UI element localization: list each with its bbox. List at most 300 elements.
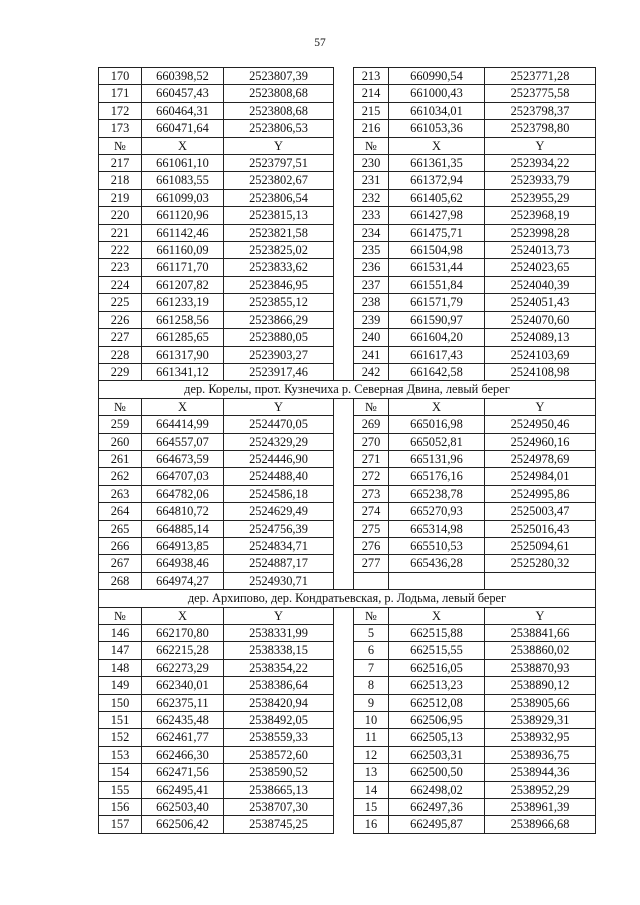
x-coordinate: 662516,05 — [389, 659, 485, 676]
x-coordinate: 661590,97 — [389, 311, 485, 328]
point-number: 267 — [99, 555, 142, 572]
column-gap — [334, 677, 354, 694]
x-coordinate: 662215,28 — [142, 642, 224, 659]
table-row — [99, 642, 596, 659]
y-coordinate: 2524070,60 — [485, 311, 596, 328]
x-coordinate: 661317,90 — [142, 346, 224, 363]
column-gap — [334, 625, 354, 642]
point-number: 220 — [99, 207, 142, 224]
x-coordinate: 662505,13 — [389, 729, 485, 746]
y-coordinate: 2524586,18 — [224, 485, 334, 502]
table-row — [99, 625, 596, 642]
y-coordinate: 2523934,22 — [485, 155, 596, 172]
y-coordinate: 2524984,01 — [485, 468, 596, 485]
point-number: 12 — [354, 746, 389, 763]
x-coordinate: 661531,44 — [389, 259, 485, 276]
column-gap — [334, 120, 354, 137]
table-row — [99, 433, 596, 450]
point-number: 172 — [99, 102, 142, 119]
x-coordinate: 661120,96 — [142, 207, 224, 224]
y-coordinate: 2538966,68 — [485, 816, 596, 833]
x-coordinate: 661475,71 — [389, 224, 485, 241]
column-gap — [334, 694, 354, 711]
point-number: 149 — [99, 677, 142, 694]
x-coordinate: 664974,27 — [142, 572, 224, 589]
point-number: 233 — [354, 207, 389, 224]
y-coordinate: 2538745,25 — [224, 816, 334, 833]
x-coordinate: 665436,28 — [389, 555, 485, 572]
column-header-no: № — [354, 398, 389, 415]
x-coordinate: 661207,82 — [142, 276, 224, 293]
column-header-row — [99, 137, 596, 154]
column-header-y: Y — [224, 607, 334, 624]
point-number: 223 — [99, 259, 142, 276]
column-header-y: Y — [224, 137, 334, 154]
y-coordinate: 2524488,40 — [224, 468, 334, 485]
y-coordinate: 2523933,79 — [485, 172, 596, 189]
point-number: 170 — [99, 68, 142, 85]
y-coordinate: 2538354,22 — [224, 659, 334, 676]
y-coordinate: 2523917,46 — [224, 363, 334, 380]
x-coordinate: 662503,40 — [142, 799, 224, 816]
table-row — [99, 68, 596, 85]
point-number: 151 — [99, 712, 142, 729]
y-coordinate: 2523833,62 — [224, 259, 334, 276]
point-number: 239 — [354, 311, 389, 328]
y-coordinate: 2523825,02 — [224, 242, 334, 259]
point-number: 272 — [354, 468, 389, 485]
section-title-row — [99, 590, 596, 607]
point-number: 271 — [354, 450, 389, 467]
table-row — [99, 172, 596, 189]
x-coordinate: 661258,56 — [142, 311, 224, 328]
y-coordinate: 2523771,28 — [485, 68, 596, 85]
point-number: 261 — [99, 450, 142, 467]
y-coordinate: 2524960,16 — [485, 433, 596, 450]
y-coordinate: 2523806,53 — [224, 120, 334, 137]
x-coordinate: 662435,48 — [142, 712, 224, 729]
y-coordinate: 2538665,13 — [224, 781, 334, 798]
column-header-x: X — [389, 398, 485, 415]
point-number: 229 — [99, 363, 142, 380]
x-coordinate: 662375,11 — [142, 694, 224, 711]
y-coordinate: 2523775,58 — [485, 85, 596, 102]
y-coordinate: 2538905,66 — [485, 694, 596, 711]
table-row — [99, 729, 596, 746]
table-row — [99, 363, 596, 380]
column-gap — [334, 520, 354, 537]
y-coordinate: 2525094,61 — [485, 537, 596, 554]
table-row — [99, 485, 596, 502]
point-number: 16 — [354, 816, 389, 833]
x-coordinate: 664673,59 — [142, 450, 224, 467]
point-number: 274 — [354, 503, 389, 520]
table-row — [99, 781, 596, 798]
x-coordinate: 664885,14 — [142, 520, 224, 537]
x-coordinate: 665238,78 — [389, 485, 485, 502]
y-coordinate: 2523815,13 — [224, 207, 334, 224]
point-number: 273 — [354, 485, 389, 502]
x-coordinate: 662515,55 — [389, 642, 485, 659]
column-header-x: X — [142, 398, 224, 415]
column-gap — [334, 555, 354, 572]
x-coordinate: 665314,98 — [389, 520, 485, 537]
table-row — [99, 659, 596, 676]
x-coordinate: 661233,19 — [142, 294, 224, 311]
y-coordinate: 2538492,05 — [224, 712, 334, 729]
y-coordinate: 2525003,47 — [485, 503, 596, 520]
x-coordinate: 662498,02 — [389, 781, 485, 798]
table-row — [99, 503, 596, 520]
point-number: 9 — [354, 694, 389, 711]
point-number: 259 — [99, 416, 142, 433]
section-title: дер. Архипово, дер. Кондратьевская, р. Лодьма, левый берег — [99, 590, 596, 607]
y-coordinate: 2523998,28 — [485, 224, 596, 241]
x-coordinate: 661053,36 — [389, 120, 485, 137]
point-number: 146 — [99, 625, 142, 642]
x-coordinate: 662506,95 — [389, 712, 485, 729]
table-row — [99, 537, 596, 554]
column-gap — [334, 85, 354, 102]
column-gap — [334, 259, 354, 276]
y-coordinate: 2538559,33 — [224, 729, 334, 746]
y-coordinate: 2523955,29 — [485, 189, 596, 206]
x-coordinate: 662512,08 — [389, 694, 485, 711]
x-coordinate: 662466,30 — [142, 746, 224, 763]
x-coordinate: 661171,70 — [142, 259, 224, 276]
x-coordinate: 662471,56 — [142, 764, 224, 781]
point-number: 225 — [99, 294, 142, 311]
point-number: 268 — [99, 572, 142, 589]
column-header-no: № — [354, 137, 389, 154]
table-row — [99, 242, 596, 259]
table-row — [99, 346, 596, 363]
table-row — [99, 677, 596, 694]
y-coordinate: 2525280,32 — [485, 555, 596, 572]
point-number: 214 — [354, 85, 389, 102]
y-coordinate: 2525016,43 — [485, 520, 596, 537]
y-coordinate: 2524887,17 — [224, 555, 334, 572]
point-number: 228 — [99, 346, 142, 363]
y-coordinate: 2523880,05 — [224, 329, 334, 346]
table-row — [99, 572, 596, 589]
column-header-x: X — [142, 137, 224, 154]
y-coordinate: 2524013,73 — [485, 242, 596, 259]
column-gap — [334, 224, 354, 241]
point-number: 240 — [354, 329, 389, 346]
table-row — [99, 468, 596, 485]
y-coordinate: 2524108,98 — [485, 363, 596, 380]
y-coordinate: 2523807,39 — [224, 68, 334, 85]
y-coordinate: 2523903,27 — [224, 346, 334, 363]
x-coordinate: 665270,93 — [389, 503, 485, 520]
column-gap — [334, 781, 354, 798]
column-gap — [334, 712, 354, 729]
y-coordinate: 2524089,13 — [485, 329, 596, 346]
x-coordinate: 662273,29 — [142, 659, 224, 676]
column-gap — [334, 276, 354, 293]
point-number: 226 — [99, 311, 142, 328]
y-coordinate: 2523846,95 — [224, 276, 334, 293]
point-number: 269 — [354, 416, 389, 433]
point-number: 5 — [354, 625, 389, 642]
x-coordinate: 665176,16 — [389, 468, 485, 485]
x-coordinate: 660990,54 — [389, 68, 485, 85]
y-coordinate: 2524930,71 — [224, 572, 334, 589]
y-coordinate: 2523806,54 — [224, 189, 334, 206]
y-coordinate: 2524470,05 — [224, 416, 334, 433]
point-number: 10 — [354, 712, 389, 729]
table-row — [99, 155, 596, 172]
y-coordinate: 2523821,58 — [224, 224, 334, 241]
y-coordinate: 2523798,80 — [485, 120, 596, 137]
point-number: 265 — [99, 520, 142, 537]
table-row — [99, 799, 596, 816]
column-gap — [334, 503, 354, 520]
column-gap — [334, 746, 354, 763]
column-gap — [334, 294, 354, 311]
table-row — [99, 189, 596, 206]
point-number: 221 — [99, 224, 142, 241]
point-number: 7 — [354, 659, 389, 676]
y-coordinate: 2538707,30 — [224, 799, 334, 816]
table-row — [99, 294, 596, 311]
y-coordinate: 2524950,46 — [485, 416, 596, 433]
point-number: 6 — [354, 642, 389, 659]
point-number: 213 — [354, 68, 389, 85]
point-number: 217 — [99, 155, 142, 172]
point-number: 237 — [354, 276, 389, 293]
point-number: 263 — [99, 485, 142, 502]
x-coordinate: 665016,98 — [389, 416, 485, 433]
column-gap — [334, 799, 354, 816]
y-coordinate: 2538331,99 — [224, 625, 334, 642]
table-row — [99, 311, 596, 328]
y-coordinate: 2523808,68 — [224, 102, 334, 119]
point-number: 215 — [354, 102, 389, 119]
point-number: 219 — [99, 189, 142, 206]
section-title: дер. Корелы, прот. Кузнечиха р. Северная Двина, левый берег — [99, 381, 596, 398]
y-coordinate: 2538961,39 — [485, 799, 596, 816]
point-number: 150 — [99, 694, 142, 711]
x-coordinate: 661551,84 — [389, 276, 485, 293]
y-coordinate: 2538860,02 — [485, 642, 596, 659]
column-header-no: № — [354, 607, 389, 624]
y-coordinate: 2538870,93 — [485, 659, 596, 676]
y-coordinate: 2538590,52 — [224, 764, 334, 781]
column-gap — [334, 363, 354, 380]
point-number: 231 — [354, 172, 389, 189]
column-gap — [334, 155, 354, 172]
x-coordinate: 664414,99 — [142, 416, 224, 433]
point-number: 241 — [354, 346, 389, 363]
y-coordinate: 2524040,39 — [485, 276, 596, 293]
column-header-no: № — [99, 607, 142, 624]
table-row — [99, 207, 596, 224]
table-row — [99, 746, 596, 763]
table-row — [99, 816, 596, 833]
table-row — [99, 450, 596, 467]
column-gap — [334, 311, 354, 328]
point-number: 154 — [99, 764, 142, 781]
point-number: 8 — [354, 677, 389, 694]
column-gap — [334, 764, 354, 781]
column-gap — [334, 537, 354, 554]
x-coordinate: 664938,46 — [142, 555, 224, 572]
y-coordinate: 2524103,69 — [485, 346, 596, 363]
x-coordinate: 664707,03 — [142, 468, 224, 485]
column-gap — [334, 189, 354, 206]
y-coordinate: 2523866,29 — [224, 311, 334, 328]
column-header-no: № — [99, 137, 142, 154]
y-coordinate: 2523968,19 — [485, 207, 596, 224]
y-coordinate: 2524446,90 — [224, 450, 334, 467]
point-number: 224 — [99, 276, 142, 293]
point-number: 171 — [99, 85, 142, 102]
page-number: 57 — [314, 37, 326, 49]
point-number: 230 — [354, 155, 389, 172]
column-gap — [334, 172, 354, 189]
x-coordinate: 662495,87 — [389, 816, 485, 833]
column-gap — [334, 468, 354, 485]
x-coordinate: 662513,23 — [389, 677, 485, 694]
x-coordinate: 660457,43 — [142, 85, 224, 102]
column-gap — [334, 450, 354, 467]
x-coordinate: 662506,42 — [142, 816, 224, 833]
x-coordinate: 662495,41 — [142, 781, 224, 798]
column-gap — [334, 137, 354, 154]
point-number: 235 — [354, 242, 389, 259]
point-number: 218 — [99, 172, 142, 189]
column-gap — [334, 607, 354, 624]
column-header-row — [99, 398, 596, 415]
y-coordinate — [485, 572, 596, 589]
column-header-row — [99, 607, 596, 624]
y-coordinate: 2538841,66 — [485, 625, 596, 642]
x-coordinate: 662170,80 — [142, 625, 224, 642]
point-number: 276 — [354, 537, 389, 554]
point-number: 216 — [354, 120, 389, 137]
x-coordinate: 661361,35 — [389, 155, 485, 172]
point-number: 260 — [99, 433, 142, 450]
column-header-x: X — [389, 607, 485, 624]
table-row — [99, 120, 596, 137]
y-coordinate: 2538338,15 — [224, 642, 334, 659]
y-coordinate: 2538936,75 — [485, 746, 596, 763]
column-gap — [334, 659, 354, 676]
column-gap — [334, 346, 354, 363]
column-gap — [334, 572, 354, 589]
y-coordinate: 2524329,29 — [224, 433, 334, 450]
x-coordinate: 662500,50 — [389, 764, 485, 781]
column-header-x: X — [142, 607, 224, 624]
column-gap — [334, 68, 354, 85]
point-number: 262 — [99, 468, 142, 485]
point-number: 156 — [99, 799, 142, 816]
point-number: 15 — [354, 799, 389, 816]
point-number: 242 — [354, 363, 389, 380]
y-coordinate: 2538890,12 — [485, 677, 596, 694]
table-row — [99, 520, 596, 537]
y-coordinate: 2524629,49 — [224, 503, 334, 520]
x-coordinate — [389, 572, 485, 589]
y-coordinate: 2538420,94 — [224, 694, 334, 711]
column-gap — [334, 642, 354, 659]
point-number — [354, 572, 389, 589]
column-header-no: № — [99, 398, 142, 415]
x-coordinate: 660398,52 — [142, 68, 224, 85]
point-number: 238 — [354, 294, 389, 311]
x-coordinate: 660464,31 — [142, 102, 224, 119]
column-header-y: Y — [485, 607, 596, 624]
x-coordinate: 661099,03 — [142, 189, 224, 206]
point-number: 277 — [354, 555, 389, 572]
table-row — [99, 276, 596, 293]
y-coordinate: 2538932,95 — [485, 729, 596, 746]
column-gap — [334, 433, 354, 450]
point-number: 147 — [99, 642, 142, 659]
y-coordinate: 2523797,51 — [224, 155, 334, 172]
x-coordinate: 664913,85 — [142, 537, 224, 554]
y-coordinate: 2524995,86 — [485, 485, 596, 502]
column-gap — [334, 416, 354, 433]
x-coordinate: 665510,53 — [389, 537, 485, 554]
point-number: 14 — [354, 781, 389, 798]
point-number: 227 — [99, 329, 142, 346]
x-coordinate: 661571,79 — [389, 294, 485, 311]
table-row — [99, 259, 596, 276]
x-coordinate: 662461,77 — [142, 729, 224, 746]
x-coordinate: 661160,09 — [142, 242, 224, 259]
y-coordinate: 2524756,39 — [224, 520, 334, 537]
x-coordinate: 662515,88 — [389, 625, 485, 642]
point-number: 236 — [354, 259, 389, 276]
x-coordinate: 661142,46 — [142, 224, 224, 241]
x-coordinate: 662503,31 — [389, 746, 485, 763]
point-number: 234 — [354, 224, 389, 241]
table-row — [99, 102, 596, 119]
x-coordinate: 664557,07 — [142, 433, 224, 450]
table-row — [99, 694, 596, 711]
x-coordinate: 661285,65 — [142, 329, 224, 346]
column-gap — [334, 729, 354, 746]
y-coordinate: 2524051,43 — [485, 294, 596, 311]
column-header-x: X — [389, 137, 485, 154]
column-header-y: Y — [224, 398, 334, 415]
x-coordinate: 661604,20 — [389, 329, 485, 346]
x-coordinate: 665131,96 — [389, 450, 485, 467]
y-coordinate: 2538572,60 — [224, 746, 334, 763]
coordinates-table — [98, 67, 596, 834]
x-coordinate: 660471,64 — [142, 120, 224, 137]
point-number: 148 — [99, 659, 142, 676]
section-title-row — [99, 381, 596, 398]
column-gap — [334, 102, 354, 119]
y-coordinate: 2538929,31 — [485, 712, 596, 729]
y-coordinate: 2524978,69 — [485, 450, 596, 467]
table-row — [99, 764, 596, 781]
point-number: 270 — [354, 433, 389, 450]
x-coordinate: 661034,01 — [389, 102, 485, 119]
point-number: 11 — [354, 729, 389, 746]
x-coordinate: 661083,55 — [142, 172, 224, 189]
y-coordinate: 2523855,12 — [224, 294, 334, 311]
point-number: 153 — [99, 746, 142, 763]
point-number: 266 — [99, 537, 142, 554]
table-row — [99, 85, 596, 102]
x-coordinate: 661504,98 — [389, 242, 485, 259]
x-coordinate: 662340,01 — [142, 677, 224, 694]
